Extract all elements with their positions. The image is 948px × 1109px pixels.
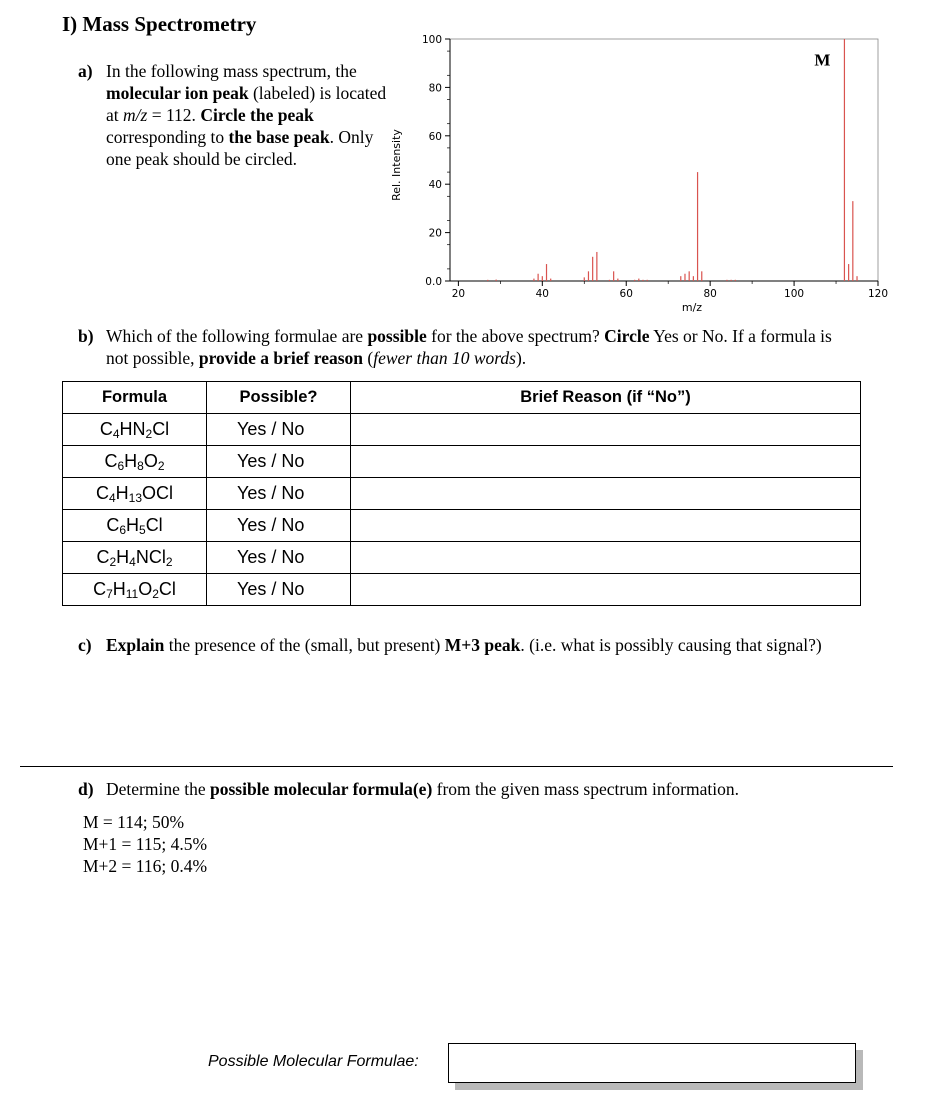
question-a xyxy=(78,60,388,170)
question-c xyxy=(78,634,848,656)
answer-box[interactable] xyxy=(448,1043,856,1083)
question-a-text: In the following mass spectrum, the molecular ion peak (labeled) is located at m/z = 112. Circle the peak corresponding to the base peak. Only one peak should be circled. xyxy=(106,61,387,169)
question-d xyxy=(78,778,878,800)
question-b-label: b) xyxy=(78,326,94,346)
header-formula: Formula xyxy=(63,382,207,414)
question-a-label: a) xyxy=(78,61,93,81)
mass-data-m: M = 114; 50% xyxy=(83,812,185,832)
section-title: I) Mass Spectrometry xyxy=(62,12,257,36)
x-axis-label: m/z xyxy=(681,301,703,314)
question-d-text: Determine the possible molecular formula(e) from the given mass spectrum information. xyxy=(106,779,739,799)
table-row xyxy=(63,574,861,606)
formula-cell: $C_6H_8O_2$ xyxy=(63,446,207,478)
question-b xyxy=(78,325,858,369)
x-tick-label: 20 xyxy=(451,288,466,300)
x-tick-label: 100 xyxy=(784,288,805,300)
yes-no-choice[interactable]: Yes / No xyxy=(207,446,351,478)
table-row xyxy=(63,478,861,510)
table-row xyxy=(63,542,861,574)
table-row xyxy=(63,510,861,542)
mass-spectrum-chart xyxy=(380,26,890,316)
question-c-text: Explain the presence of the (small, but present) M+3 peak. (i.e. what is possibly causing that signal?) xyxy=(106,635,822,655)
y-tick-label: 0.0 xyxy=(425,276,442,288)
molecular-ion-label: M xyxy=(814,50,831,70)
yes-no-choice[interactable]: Yes / No xyxy=(207,414,351,446)
formula-cell: $C_4HN_2Cl$ xyxy=(63,414,207,446)
formula-cell: $C_7H_{11}O_2Cl$ xyxy=(63,574,207,606)
reason-cell[interactable] xyxy=(351,510,861,542)
question-b-text: Which of the following formulae are possible for the above spectrum? Circle Yes or No. If a formula is not possible, provide a brief reason (fewer than 10 words). xyxy=(106,326,832,368)
y-tick-label: 60 xyxy=(428,130,442,143)
plot-frame xyxy=(450,39,878,281)
table-header-row xyxy=(63,382,861,414)
reason-cell[interactable] xyxy=(351,446,861,478)
x-tick-label: 40 xyxy=(535,288,550,300)
question-d-label: d) xyxy=(78,779,94,799)
mass-data-m1: M+1 = 115; 4.5% xyxy=(83,834,208,854)
yes-no-choice[interactable]: Yes / No xyxy=(207,510,351,542)
x-tick-label: 120 xyxy=(867,288,889,300)
table-row xyxy=(63,414,861,446)
y-axis-label: Rel. Intensity xyxy=(390,129,403,201)
formula-cell: $C_4H_{13}OCl$ xyxy=(63,478,207,510)
reason-cell[interactable] xyxy=(351,478,861,510)
y-tick-label: 20 xyxy=(428,227,442,240)
header-reason: Brief Reason (if “No”) xyxy=(351,382,861,414)
header-possible: Possible? xyxy=(207,382,351,414)
formula-cell: $C_6H_5Cl$ xyxy=(63,510,207,542)
yes-no-choice[interactable]: Yes / No xyxy=(207,574,351,606)
table-row xyxy=(63,446,861,478)
mass-data-list xyxy=(83,811,207,877)
x-tick-label: 80 xyxy=(703,288,717,300)
reason-cell[interactable] xyxy=(351,414,861,446)
mass-data-m2: M+2 = 116; 0.4% xyxy=(83,856,208,876)
question-c-label: c) xyxy=(78,635,92,655)
section-divider xyxy=(20,766,893,767)
answer-label: Possible Molecular Formulae: xyxy=(208,1053,419,1070)
yes-no-choice[interactable]: Yes / No xyxy=(207,478,351,510)
y-tick-label: 100 xyxy=(421,34,442,46)
formula-table xyxy=(62,381,861,606)
yes-no-choice[interactable]: Yes / No xyxy=(207,542,351,574)
x-tick-label: 60 xyxy=(619,288,633,300)
reason-cell[interactable] xyxy=(351,542,861,574)
y-tick-label: 80 xyxy=(428,82,442,95)
reason-cell[interactable] xyxy=(351,574,861,606)
formula-cell: $C_2H_4NCl_2$ xyxy=(63,542,207,574)
y-tick-label: 40 xyxy=(428,179,442,192)
